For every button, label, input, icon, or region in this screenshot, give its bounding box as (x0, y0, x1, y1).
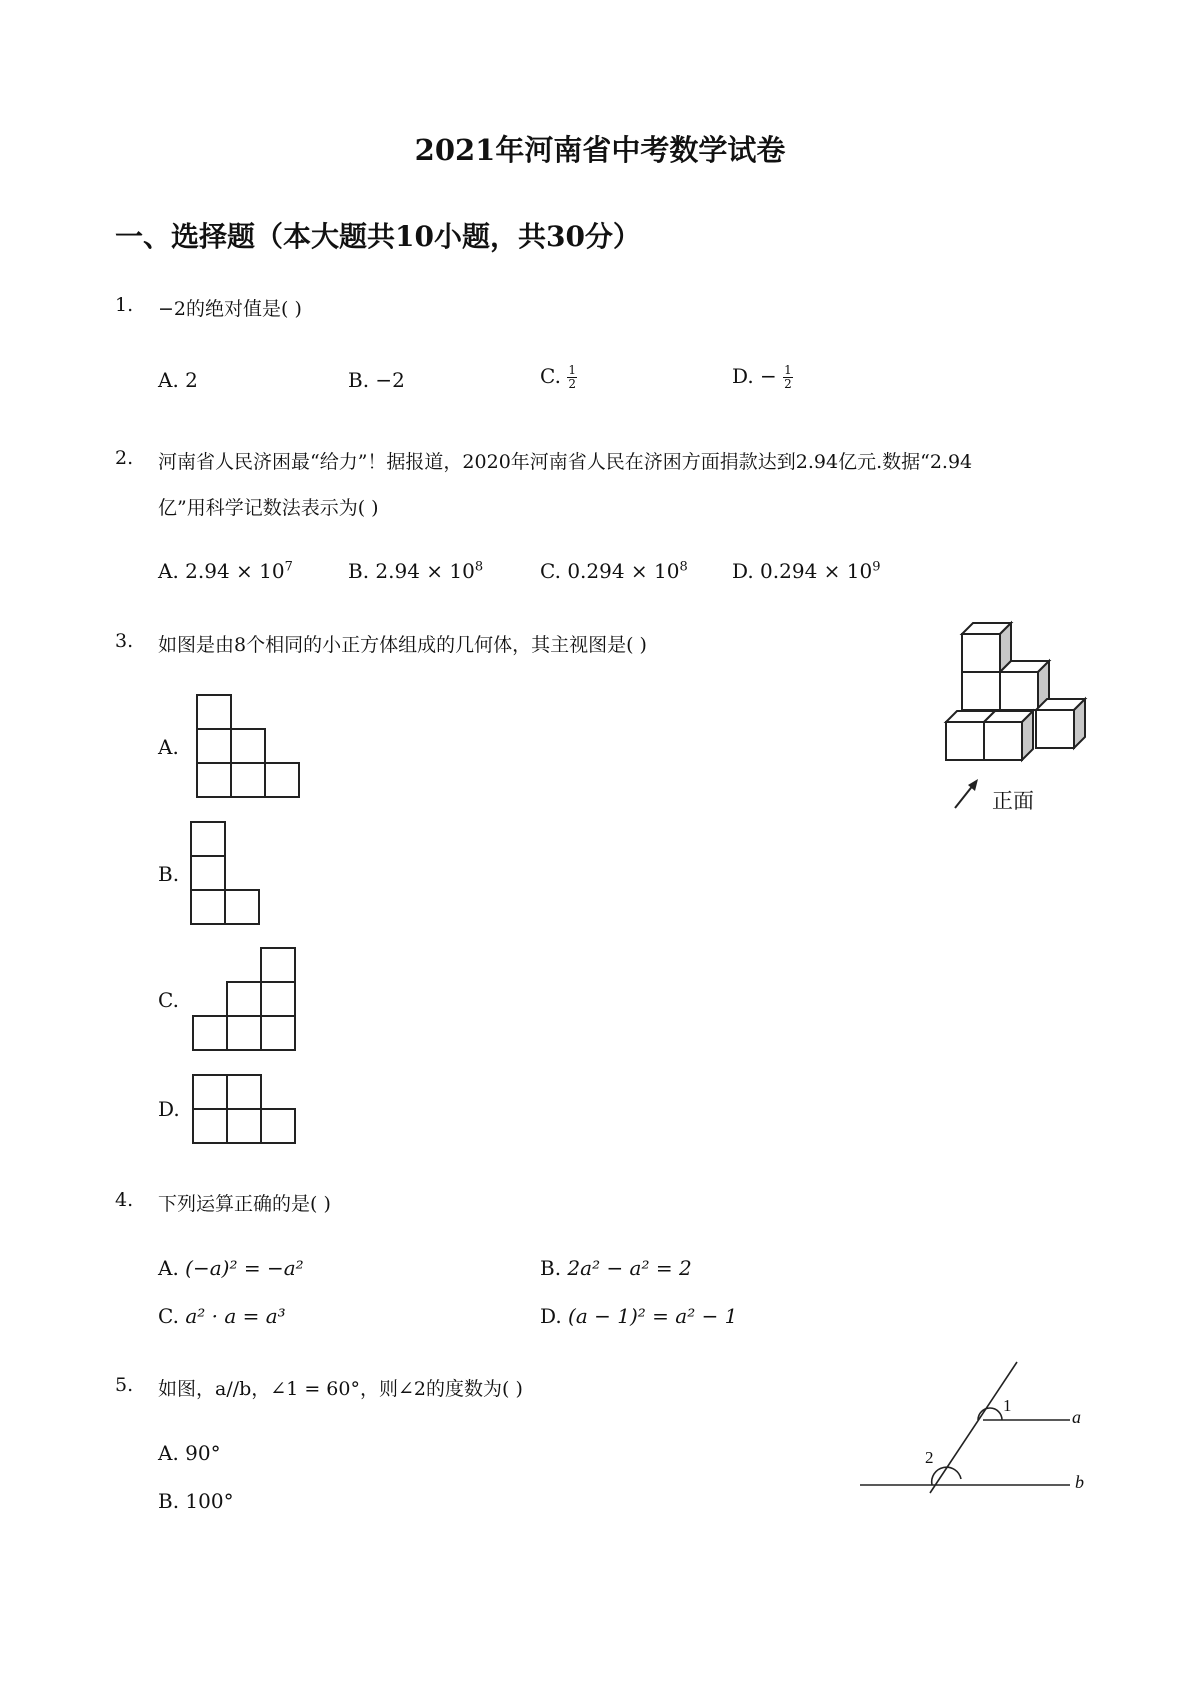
q4-text: 下列运算正确的是( ) (158, 1193, 331, 1215)
denominator: 2 (568, 377, 576, 391)
q2-number: 2. (115, 447, 134, 469)
q3-option-a[interactable]: A. (158, 735, 179, 759)
option-value: 90° (185, 1441, 221, 1465)
q3-option-d[interactable]: D. (158, 1097, 180, 1121)
q1-option-c[interactable] (540, 364, 577, 391)
q3-option-d-figure[interactable] (192, 1074, 296, 1144)
option-label: B. (158, 1489, 180, 1513)
option-exponent: 8 (474, 559, 484, 575)
option-base: 0.294 × 10 (567, 559, 680, 583)
q4-option-c[interactable] (158, 1304, 286, 1328)
q4-number: 4. (115, 1189, 134, 1211)
angle-2-label: 2 (925, 1448, 934, 1467)
option-value: (−a)² = −a² (185, 1256, 304, 1280)
q2-text-line2: 亿”用科学记数法表示为( ) (158, 497, 379, 519)
q2-text-line1: 河南省人民济困最“给力”！据报道，2020年河南省人民在济困方面捐款达到2.94亿元.数据“2.94 (158, 451, 973, 473)
option-label: D. (732, 364, 754, 388)
option-value: 100° (185, 1489, 234, 1513)
option-base: 2.94 × 10 (185, 559, 285, 583)
line-b-label: b (1075, 1472, 1084, 1492)
option-label: B. (540, 1256, 562, 1280)
q1-option-b[interactable] (348, 368, 405, 392)
option-value: a² · a = a³ (185, 1304, 286, 1328)
option-value: 2 (185, 368, 198, 392)
section-heading: 一、选择题（本大题共10小题，共30分） (115, 220, 641, 253)
fraction (567, 364, 577, 391)
option-value: −2 (375, 368, 405, 392)
q3-option-a-figure[interactable] (196, 694, 300, 798)
q5-option-b[interactable] (158, 1489, 234, 1513)
numerator: 1 (784, 363, 792, 377)
option-base: 0.294 × 10 (760, 559, 873, 583)
minus-sign: − (760, 364, 777, 388)
option-label: A. (158, 1256, 179, 1280)
q3-option-c[interactable]: C. (158, 988, 179, 1012)
option-value: (a − 1)² = a² − 1 (568, 1304, 738, 1328)
option-label: C. (158, 1304, 179, 1328)
option-label: B. (348, 559, 370, 583)
option-exponent: 7 (284, 559, 293, 575)
q3-text: 如图是由8个相同的小正方体组成的几何体，其主视图是( ) (158, 634, 647, 656)
option-label: A. (158, 559, 179, 583)
angle-2-arc (932, 1467, 961, 1485)
q1-option-a[interactable] (158, 368, 198, 392)
q1-option-d[interactable] (732, 364, 793, 391)
page-title: 2021年河南省中考数学试卷 (414, 133, 786, 167)
option-label: D. (540, 1304, 562, 1328)
option-base: 2.94 × 10 (375, 559, 475, 583)
q4-option-a[interactable] (158, 1256, 304, 1280)
option-label: A. (158, 1441, 179, 1465)
q1-text: −2的绝对值是( ) (158, 298, 302, 320)
option-label: D. (732, 559, 754, 583)
q3-option-b-figure[interactable] (190, 821, 260, 925)
option-label: C. (540, 364, 561, 388)
q4-option-d[interactable] (540, 1304, 737, 1328)
q5-option-a[interactable] (158, 1441, 221, 1465)
q1-number: 1. (115, 294, 134, 316)
q5-text: 如图，a//b，∠1 = 60°，则∠2的度数为( ) (158, 1378, 523, 1400)
numerator: 1 (568, 363, 576, 377)
option-value: 2a² − a² = 2 (567, 1256, 692, 1280)
q3-option-b[interactable]: B. (158, 862, 180, 886)
option-exponent: 9 (872, 559, 881, 575)
q4-option-b[interactable] (540, 1256, 692, 1280)
q3-figure-label: 正面 (992, 789, 1034, 813)
q2-option-d[interactable] (732, 559, 881, 583)
option-label: C. (540, 559, 561, 583)
q5-number: 5. (115, 1374, 134, 1396)
angle-1-arc (978, 1408, 1002, 1420)
q3-number: 3. (115, 630, 134, 652)
angle-1-label: 1 (1003, 1396, 1012, 1415)
q2-option-a[interactable] (158, 559, 293, 583)
option-exponent: 8 (679, 559, 688, 575)
q2-option-b[interactable] (348, 559, 483, 583)
option-label: B. (348, 368, 370, 392)
option-label: A. (158, 368, 179, 392)
transversal (930, 1362, 1017, 1493)
line-a-label: a (1072, 1407, 1081, 1427)
denominator: 2 (784, 377, 792, 391)
q3-option-c-figure[interactable] (192, 947, 296, 1051)
q2-option-c[interactable] (540, 559, 688, 583)
fraction (783, 364, 793, 391)
